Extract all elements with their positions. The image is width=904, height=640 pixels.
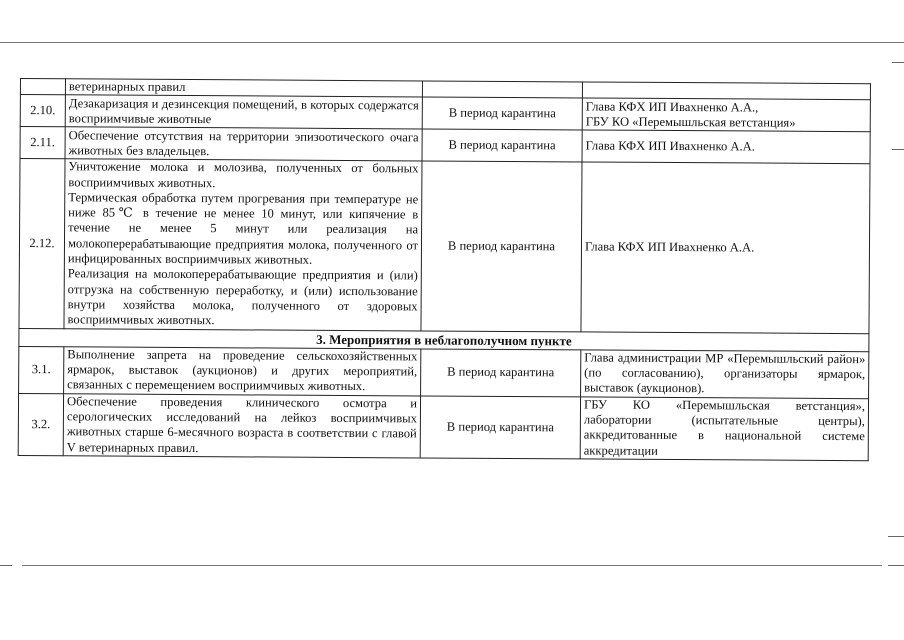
measure-paragraph: Реализация на молокоперерабатывающие предприятия и (или) отгрузка на собственную переработку, и (или) использование внутри хозяйства молока, полученного от здоровых восприимчивых животных. (67, 266, 418, 328)
responsible-cell: Глава КФХ ИП Ивахненко А.А. (582, 130, 870, 164)
period-cell: В период карантина (422, 97, 582, 130)
row-number: 2.11. (20, 127, 65, 159)
responsible-cell: Глава администрации МР «Перемышльский район» (по согласованию), организаторы ярмарок, выставок (аукционов). (581, 350, 869, 399)
responsible-cell: Глава КФХ ИП Ивахненко А.А. (581, 162, 870, 333)
measure-text (64, 159, 422, 330)
period-cell: В период карантина (422, 129, 582, 162)
row-number: 2.10. (20, 95, 65, 127)
measure-text: Дезакаризация и дезинсекция помещений, в которых содержатся восприимчивые животные (65, 95, 422, 129)
responsible-line: Глава КФХ ИП Ивахненко А.А., (585, 98, 759, 115)
scan-tick (0, 565, 12, 566)
measure-paragraph: Термическая обработка путем прогревания при температуре не ниже 85℃ в течение не менее 10 минут, или кипячение в течение не менее 5 минут или реализация на молокоперерабатывающие предприятия молока, полученного от инфицированных восприимчивых животных. (67, 190, 419, 267)
responsible-cell (582, 82, 870, 100)
measure-text: ветеринарных правил (65, 79, 422, 97)
table-row (18, 393, 868, 460)
period-cell: В период карантина (421, 349, 581, 397)
row-number (20, 79, 65, 96)
responsible-cell (582, 98, 870, 132)
measure-text: Обеспечение проведения клинического осмотра и серологических исследований на лейкоз восприимчивых животных старше 6-месячного возраста в соответствии с главой V ветеринарных правил. (63, 394, 420, 458)
period-cell: В период карантина (421, 161, 582, 331)
measure-paragraph: Уничтожение молока и молозива, полученных от больных восприимчивых животных. (68, 159, 419, 190)
row-number: 2.12. (19, 159, 65, 329)
responsible-line: ГБУ КО «Перемышльская ветстанция» (585, 114, 796, 130)
scan-bottom-line (22, 565, 882, 566)
section-title: 3. Мероприятия в неблагополучном пункте (19, 328, 869, 351)
responsible-cell: ГБУ КО «Перемышльская ветстанция», лаборатории (испытательные центры), аккредитованные в национальной системе аккредитации (580, 397, 868, 461)
row-number: 3.1. (19, 346, 64, 393)
period-cell (422, 81, 582, 98)
row-number: 3.2. (18, 393, 63, 455)
scan-top-line (0, 42, 904, 43)
measure-text: Обеспечение отсутствия на территории эпизоотического очага животных без владельцев. (65, 127, 422, 161)
scan-tick (888, 536, 904, 537)
measure-text: Выполнение запрета на проведение сельскохозяйственных ярмарок, выставок (аукционов) и других мероприятий, связанных с перемещением восприимчивых животных. (64, 347, 421, 396)
scan-tick (892, 62, 904, 63)
table-row (19, 346, 869, 398)
table-row (20, 95, 870, 132)
table-row (20, 127, 870, 164)
scan-tick (888, 565, 904, 566)
period-cell: В период карантина (420, 396, 580, 459)
table-row (19, 159, 870, 333)
measures-table (18, 78, 871, 461)
scan-tick (892, 149, 904, 150)
